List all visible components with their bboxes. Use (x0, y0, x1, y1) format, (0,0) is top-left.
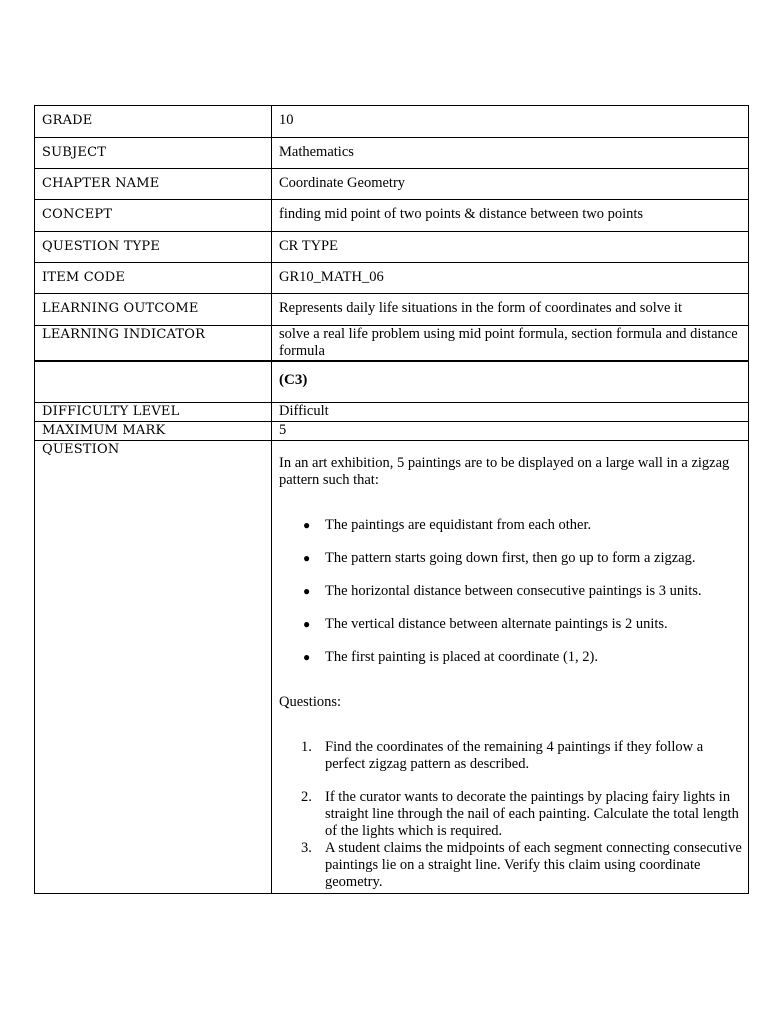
sub-question-text: A student claims the midpoints of each segment connecting consecutive paintings lie on a straight line. Verify this claim using coordinate geometry. (325, 839, 742, 890)
competency-value: (C3) (279, 372, 308, 388)
item-code-label: ITEM CODE (35, 263, 272, 294)
row-learning-indicator (35, 326, 749, 362)
sub-question-number: 1. (301, 738, 312, 755)
learning-indicator-value: solve a real life problem using mid point formula, section formula and distance formula (272, 326, 749, 362)
row-grade (35, 106, 749, 138)
item-code-value: GR10_MATH_06 (272, 263, 749, 294)
row-chapter (35, 169, 749, 200)
row-competency (35, 361, 749, 402)
row-subject (35, 138, 749, 169)
max-mark-label: MAXIMUM MARK (35, 421, 272, 440)
list-item (279, 616, 742, 649)
list-item (279, 550, 742, 583)
condition-list (279, 517, 742, 682)
grade-label: GRADE (35, 106, 272, 138)
sub-question-1 (279, 739, 742, 773)
sub-question-number: 3. (301, 839, 312, 856)
question-label: QUESTION (35, 440, 272, 893)
row-learning-outcome (35, 294, 749, 326)
condition-text: The pattern starts going down first, then go up to form a zigzag. (325, 549, 696, 566)
bullet-icon: ● (303, 517, 311, 532)
sub-question-text: If the curator wants to decorate the paintings by placing fairy lights in straight line through the nail of each painting. Calculate the total length of the lights which is required. (325, 788, 739, 839)
question-type-label: QUESTION TYPE (35, 232, 272, 263)
condition-text: The first painting is placed at coordinate (1, 2). (325, 648, 598, 665)
bullet-icon: ● (303, 550, 311, 565)
row-item-code (35, 263, 749, 294)
sub-question-list (279, 739, 742, 891)
question-type-value: CR TYPE (272, 232, 749, 263)
max-mark-value: 5 (272, 421, 749, 440)
condition-text: The horizontal distance between consecutive paintings is 3 units. (325, 582, 702, 599)
learning-indicator-label: LEARNING INDICATOR (35, 326, 272, 362)
sub-question-2 (279, 789, 742, 840)
concept-label: CONCEPT (35, 200, 272, 232)
row-question-type (35, 232, 749, 263)
row-concept (35, 200, 749, 232)
chapter-label: CHAPTER NAME (35, 169, 272, 200)
concept-value: finding mid point of two points & distance between two points (272, 200, 749, 232)
difficulty-value: Difficult (272, 402, 749, 421)
learning-outcome-value: Represents daily life situations in the form of coordinates and solve it (272, 294, 749, 326)
bullet-icon: ● (303, 616, 311, 631)
subject-value: Mathematics (272, 138, 749, 169)
row-question (35, 440, 749, 893)
list-item (279, 583, 742, 616)
condition-text: The vertical distance between alternate paintings is 2 units. (325, 615, 668, 632)
row-difficulty (35, 402, 749, 421)
chapter-value: Coordinate Geometry (272, 169, 749, 200)
difficulty-label: DIFFICULTY LEVEL (35, 402, 272, 421)
condition-text: The paintings are equidistant from each other. (325, 516, 592, 533)
question-body (272, 440, 749, 893)
sub-question-number: 2. (301, 788, 312, 805)
learning-outcome-label: LEARNING OUTCOME (35, 294, 272, 326)
competency-cell (272, 361, 749, 402)
bullet-icon: ● (303, 649, 311, 664)
questions-heading: Questions: (279, 693, 342, 710)
grade-value: 10 (272, 106, 749, 138)
subject-label: SUBJECT (35, 138, 272, 169)
list-item (279, 649, 742, 682)
bullet-icon: ● (303, 583, 311, 598)
row-max-mark (35, 421, 749, 440)
sub-question-3 (279, 840, 742, 891)
question-intro: In an art exhibition, 5 paintings are to be displayed on a large wall in a zigzag pattern such that: (279, 454, 730, 488)
question-metadata-table (34, 105, 749, 894)
list-item (279, 517, 742, 550)
sub-question-text: Find the coordinates of the remaining 4 paintings if they follow a perfect zigzag pattern as described. (325, 738, 704, 772)
competency-label-empty (35, 361, 272, 402)
